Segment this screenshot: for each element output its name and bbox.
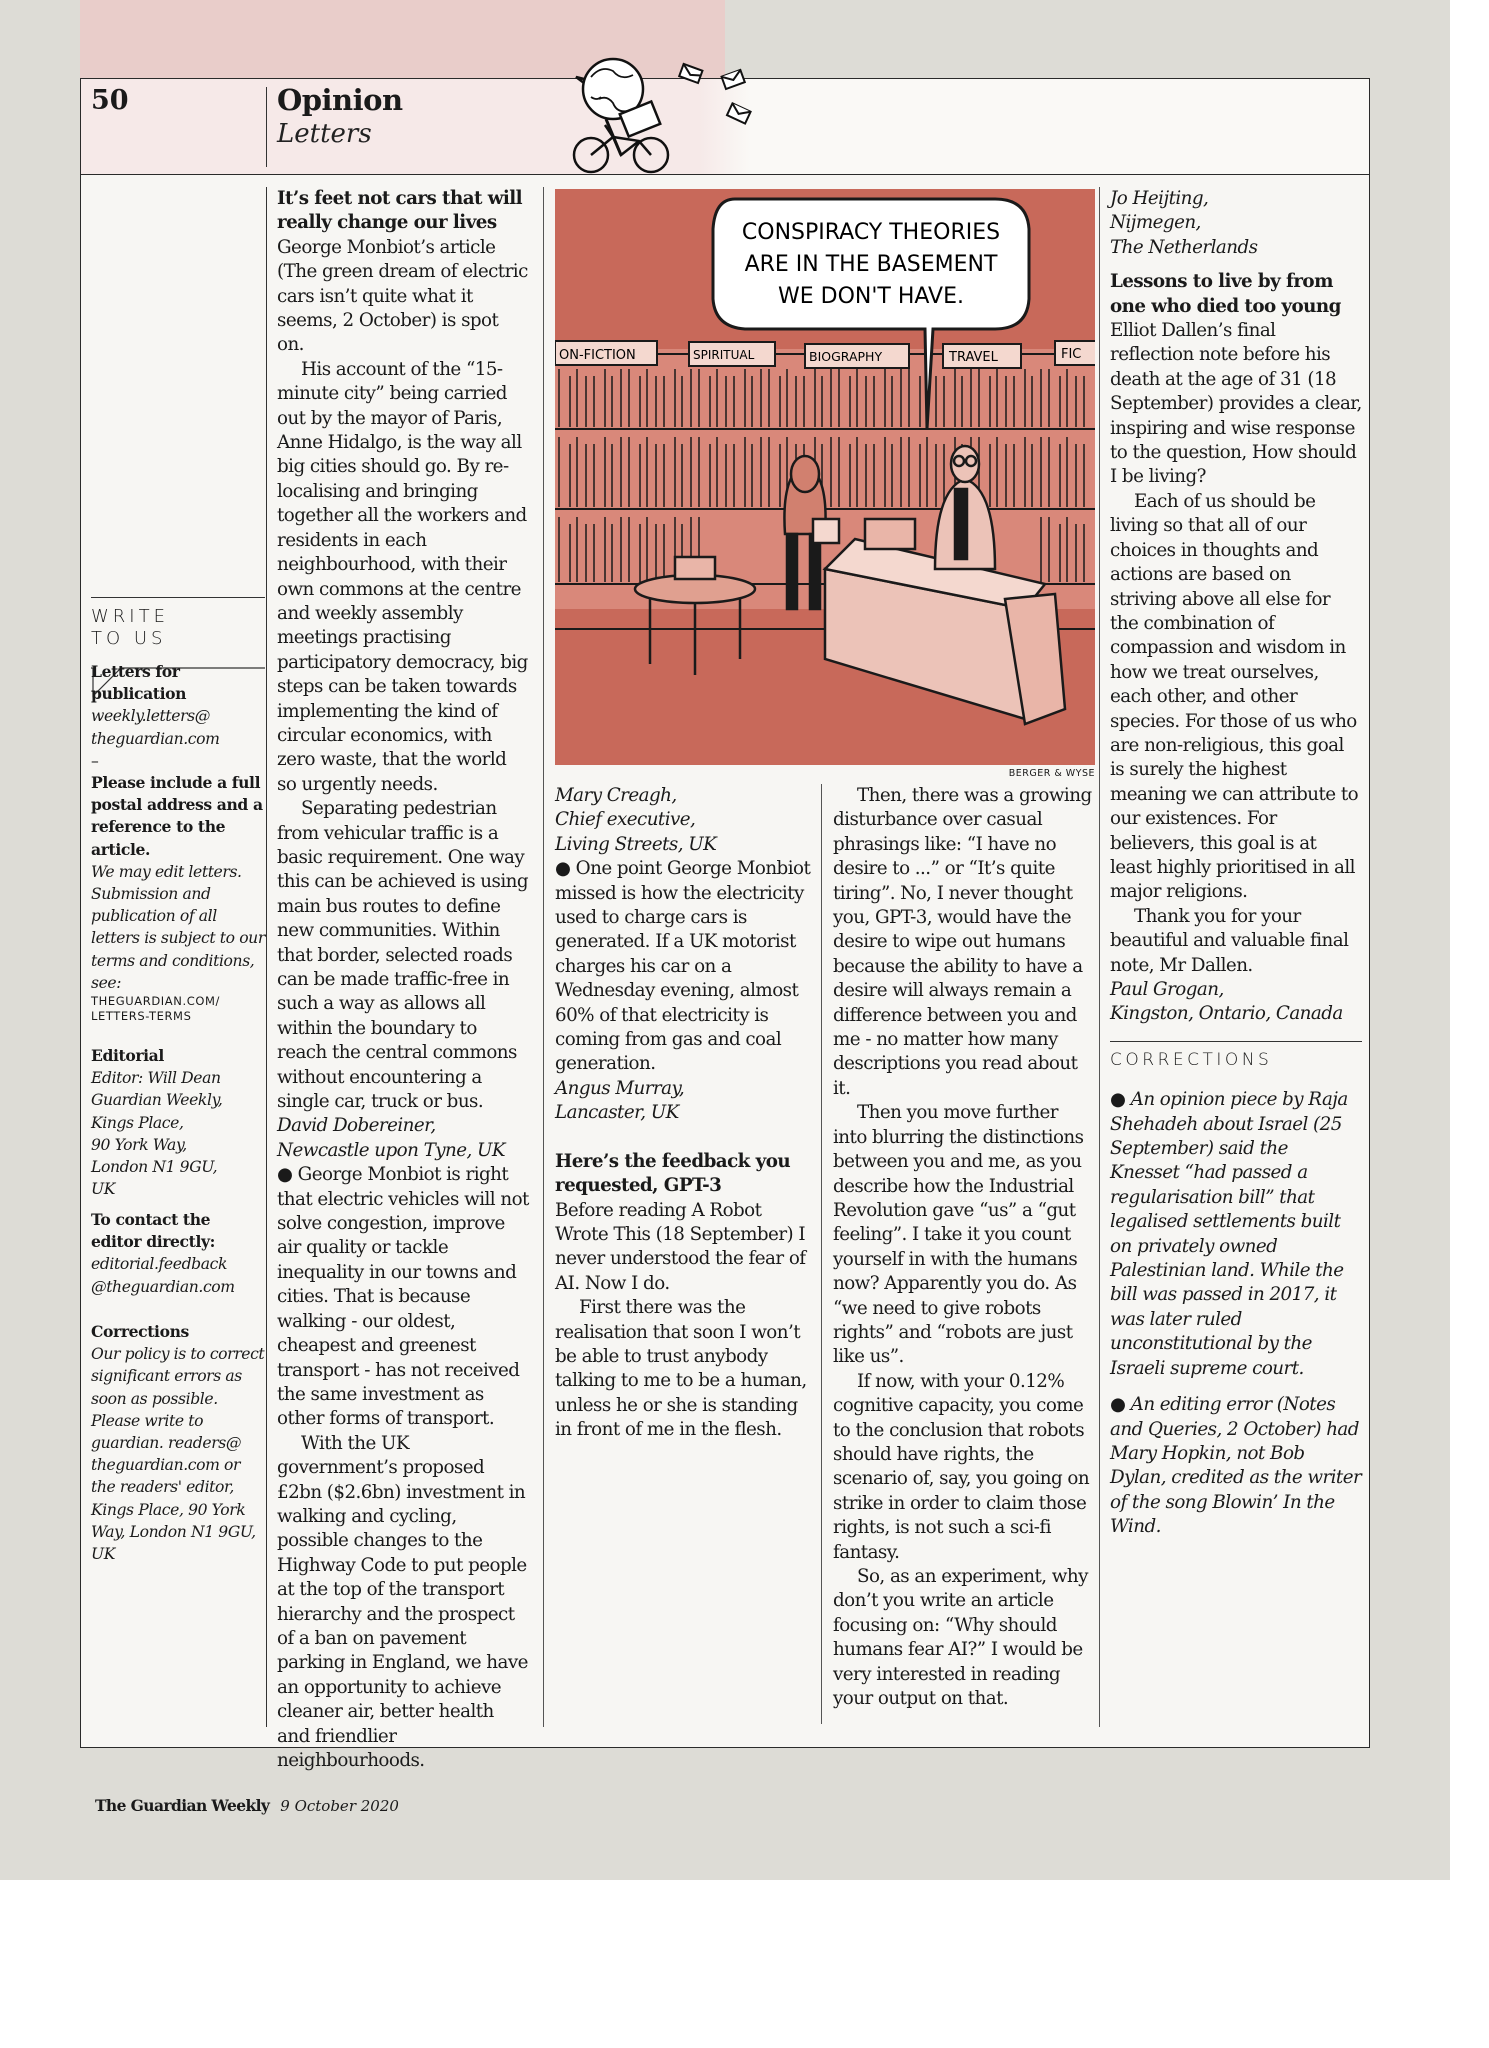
bullet-icon: ● (277, 1164, 293, 1186)
letter-paragraph: Separating pedestrian from vehicular traffic is a basic requirement. One way this can be achieved is using main bus routes to define new communities. Within that border, selected roads can be made traffic-free in such a way as allows all within the boundary to reach the central commons without encountering a single car, truck or bus. (277, 798, 529, 1113)
sidebar-divider (266, 187, 267, 1727)
editorial-line: 90 York Way, (91, 1135, 187, 1154)
column-1 (277, 187, 529, 1773)
shelf-sign-nonfiction: ON-FICTION (559, 348, 636, 363)
letters-contact-block (91, 661, 265, 1024)
letter-paragraph (555, 857, 817, 1077)
shelf-signs (555, 341, 1095, 368)
letter-paragraph: Thank you for your beautiful and valuable final note, Mr Dallen. (1110, 905, 1349, 976)
letter-signature: Nijmegen, (1110, 212, 1201, 234)
correction-item (1110, 1393, 1362, 1539)
speech-line: ARE IN THE BASEMENT (744, 252, 998, 277)
column-3 (833, 784, 1095, 1711)
shelf-sign-biography: BIOGRAPHY (809, 349, 883, 364)
shelf-sign-travel: TRAVEL (949, 350, 998, 365)
correction-text: An opinion piece by Raja Shehadeh about Israel (25 September) said the Knesset “had passed a regularisation bill” that legalised settlements built on privately owned Palestinian land. While the bill was passed in 2017, it was later ruled unconstitutional by the Israeli supreme court. (1110, 1089, 1348, 1379)
newspaper-page (80, 78, 1370, 1771)
contact-editor-heading: To contact the editor directly: (91, 1210, 215, 1252)
letter-headline: Here’s the feedback you requested, GPT-3 (555, 1150, 791, 1197)
letter-paragraph: If now, with your 0.12% cognitive capacity, you come to the conclusion that robots should have rights, the scenario of, say, you going on strike in order to claim those rights, is not such a sci-fi fantasy. (833, 1370, 1090, 1563)
edit-policy-note: We may edit letters. Submission and publication of all letters is subject to our terms and conditions, see: (91, 862, 265, 992)
bullet-icon: ● (1110, 1394, 1126, 1416)
corrections-policy-text: Our policy is to correct significant errors as soon as possible. Please write to guardian. readers@ theguardian.com or the readers' editor, Kings Place, 90 York Way, London N1 9GU, UK (91, 1345, 265, 1564)
section-title: Opinion (277, 83, 403, 117)
corrections-title: CORRECTIONS (1110, 1041, 1362, 1072)
terms-link-line1[interactable]: THEGUARDIAN.COM/ (91, 994, 220, 1009)
letter-text: One point George Monbiot missed is how the electricity used to charge cars is generated. If a UK motorist charges his car on a Wednesday evening, almost 60% of that electricity is coming from gas and coal generation. (555, 858, 811, 1075)
letters-heading: Letters for publication (91, 662, 187, 704)
bullet-icon: ● (1110, 1089, 1126, 1111)
column-2 (555, 784, 817, 1443)
editorial-line: Editor: Will Dean (91, 1069, 221, 1088)
contact-editor-block (91, 1209, 265, 1298)
page-footer (95, 1796, 399, 1815)
editorial-heading: Editorial (91, 1046, 164, 1065)
write-to-us-title-line1: WRITE (91, 606, 169, 627)
correction-text: An editing error (Notes and Queries, 2 October) had Mary Hopkin, not Bob Dylan, credited as the writer of the song Blowin’ In the Wind. (1110, 1394, 1362, 1538)
letter-signature: Angus Murray, (555, 1077, 685, 1099)
column-divider (1099, 187, 1100, 1727)
terms-link-line2[interactable]: LETTERS-TERMS (91, 1009, 192, 1024)
correction-item (1110, 1088, 1362, 1381)
section-subtitle: Letters (277, 119, 372, 149)
editorial-line: Guardian Weekly, (91, 1091, 223, 1110)
letter-signature: Lancaster, UK (555, 1102, 679, 1124)
editorial-block (91, 1045, 265, 1200)
cartoon-credit: BERGER & WYSE (1008, 768, 1095, 779)
letter-paragraph: With the UK government’s proposed £2bn ($2.6bn) investment in walking and cycling, possible changes to the Highway Code to put people at the top of the transport hierarchy and the prospect of a ban on pavement parking in England, we have an opportunity to achieve cleaner air, better health and friendlier neighbourhoods. (277, 1432, 528, 1771)
column-divider (821, 784, 822, 1724)
globe-on-bicycle-icon (551, 37, 791, 177)
letter-signature: Newcastle upon Tyne, UK (277, 1139, 506, 1161)
letter-headline: Lessons to live by from one who died too young (1110, 271, 1341, 317)
contact-email-line2[interactable]: @theguardian.com (91, 1277, 235, 1296)
editorial-line: UK (91, 1180, 115, 1199)
cartoon-illustration (555, 189, 1095, 765)
letters-email-line2[interactable]: theguardian.com (91, 729, 220, 748)
letter-paragraph: George Monbiot’s article (The green dream of electric cars isn’t quite what it seems, 2 October) is spot on. (277, 236, 528, 356)
letter-signature: Paul Grogan, (1110, 979, 1224, 1000)
envelope-icon (679, 64, 750, 124)
letter-signature: Jo Heijting, (1110, 188, 1209, 209)
shelf-sign-spiritual: SPIRITUAL (693, 348, 755, 362)
letter-paragraph: So, as an experiment, why don’t you write an article focusing on: “Why should humans fear AI?” I would be very interested in reading your output on that. (833, 1566, 1088, 1710)
letter-signature: Chief executive, (555, 809, 696, 831)
letter-signature: Mary Creagh, (555, 785, 677, 806)
column-4 (1110, 187, 1362, 1540)
write-to-us-title-line2: TO US (91, 628, 167, 649)
speech-line: WE DON'T HAVE. (778, 284, 964, 309)
publication-name: The Guardian Weekly (95, 1796, 270, 1815)
page-number: 50 (91, 85, 129, 116)
letters-email-line1[interactable]: weekly.letters@ (91, 707, 210, 726)
letter-paragraph: Before reading A Robot Wrote This (18 September) I never understood the fear of AI. Now I do. (555, 1199, 806, 1294)
corrections-policy-block (91, 1321, 265, 1565)
letter-paragraph: Then you move further into blurring the distinctions between you and me, as you describe how the Industrial Revolution gave “us” a “gut feeling”. I take it you count yourself in with the humans now? Apparently you do. As “we need to give robots rights” and “robots are just like us”. (833, 1102, 1084, 1368)
publication-date: 9 October 2020 (280, 1797, 399, 1815)
letter-text: George Monbiot is right that electric vehicles will not solve congestion, improve air quality or tackle inequality in our towns and cities. That is because walking - our oldest, cheapest and greenest transport - has not received the same investment as other forms of transport. (277, 1164, 529, 1430)
letter-signature: The Netherlands (1110, 236, 1258, 258)
bullet-icon: ● (555, 858, 571, 880)
speech-line: CONSPIRACY THEORIES (741, 220, 1001, 245)
corrections-heading: Corrections (91, 1322, 189, 1341)
column-divider (543, 187, 544, 1727)
dash-separator: – (91, 751, 99, 770)
letter-paragraph: Each of us should be living so that all of our choices in thoughts and actions are based on striving above all else for the combination of compassion and wisdom in how we treat ourselves, each other, and other species. For those of us who are non-religious, this goal is surely the highest meaning we can attribute to our existences. For believers, this goal is at least highly prioritised in all major religions. (1110, 490, 1359, 903)
write-to-us-sidebar (91, 187, 263, 1727)
page-header (81, 79, 1369, 175)
contact-email-line1[interactable]: editorial.feedback (91, 1255, 228, 1274)
letter-signature: Kingston, Ontario, Canada (1110, 1003, 1343, 1025)
shelf-sign-fiction: FIC (1061, 347, 1082, 362)
include-address-note: Please include a full postal address and a reference to the article. (91, 773, 263, 859)
letter-paragraph: His account of the “15-minute city” being carried out by the mayor of Paris, Anne Hidalgo, is the way all big cities should go. By re-localising and bringing together all the workers and residents in each neighbourhood, with their own commons at the centre and weekly assembly meetings practising participatory democracy, big steps can be taken towards implementing the kind of circular economics, with zero waste, that the world so urgently needs. (277, 358, 528, 795)
editorial-line: Kings Place, (91, 1113, 184, 1132)
header-divider (266, 87, 267, 167)
letter-paragraph: Elliot Dallen’s final reflection note before his death at the age of 31 (18 September) provides a clear, inspiring and wise response to the question, How should I be living? (1110, 320, 1362, 488)
letter-headline: It’s feet not cars that will really change our lives (277, 188, 523, 234)
letter-signature: David Dobereiner, (277, 1115, 436, 1137)
letter-signature: Living Streets, UK (555, 833, 717, 855)
letter-paragraph: First there was the realisation that soon I won’t be able to trust anybody talking to me to be a human, unless he or she is standing in front of me in the flesh. (555, 1297, 807, 1441)
letter-paragraph: Then, there was a growing disturbance over casual phrasings like: “I have no desire to ...” or “It’s quite tiring”. No, I never thought you, GPT-3, would have the desire to wipe out humans because the ability to have a desire will always remain a difference between you and me - no matter how many descriptions you read about it. (833, 785, 1092, 1099)
letter-paragraph (277, 1163, 529, 1431)
editorial-line: London N1 9GU, (91, 1158, 218, 1177)
